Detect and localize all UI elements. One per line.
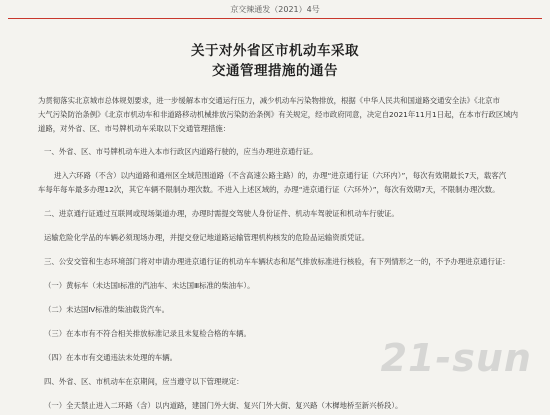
section-two-detail: 运输危险化学品的车辆必须现场办理，并提交登记地道路运输管理机构核发的危险品运输资质凭证。 bbox=[44, 233, 370, 242]
section-two: 二、进京通行证通过互联网或现场渠道办理，办理时需提交驾驶人身份证件、机动车驾驶证和机动车行驶证。 bbox=[44, 209, 399, 218]
paragraph-intro-line-1: 为贯彻落实北京城市总体规划要求，进一步缓解本市交通运行压力，减少机动车污染物排放，根据《中华人民共和国道路交通安全法》《北京市 bbox=[38, 96, 500, 105]
document-title-line-1: 关于对外省区市机动车采取 bbox=[191, 43, 359, 59]
section-four-item-1: （一）全天禁止进入二环路（含）以内道路，建国门外大街、复兴门外大街、复兴路（木樨地桥至新兴桥段）。 bbox=[44, 401, 403, 410]
document-title-line-2: 交通管理措施的通告 bbox=[212, 63, 338, 79]
section-four: 四、外省、区、市机动车在京期间，应当遵守以下管理规定： bbox=[44, 377, 244, 386]
paragraph-intro-line-3: 道路，对外省、区、市号牌机动车采取以下交通管理措施： bbox=[38, 124, 231, 133]
section-one-detail-line-2: 车每年每车最多办理12次，其它车辆不限制办理次数。不进入上述区域的，办理“进京通行证（六环外）”，每次有效期7天，不限制办理次数。 bbox=[38, 185, 500, 194]
section-three-item-2: （二）未达国Ⅳ标准的柴油载货汽车。 bbox=[44, 305, 170, 314]
section-three-item-1: （一）黄标车（未达国Ⅰ标准的汽油车、未达国Ⅲ标准的柴油车）。 bbox=[44, 281, 255, 290]
section-three-item-4: （四）在本市有交通违法未处理的车辆。 bbox=[44, 353, 178, 362]
section-three-item-3: （三）在本市有不符合相关排放标准记录且未复检合格的车辆。 bbox=[44, 329, 251, 338]
section-one: 一、外省、区、市号牌机动车进入本市行政区内道路行驶的，应当办理进京通行证。 bbox=[44, 147, 318, 156]
paragraph-intro-line-2: 大气污染防治条例》《北京市机动车和非道路移动机械排放污染防治条例》有关规定，经市政府同意，决定自2021年11月1日起，在本市行政区域内 bbox=[38, 110, 518, 119]
section-one-detail-line-1: 进入六环路（不含）以内道路和通州区全域范围道路（不含高速公路主路）的，办理“进京通行证（六环内）”，每次有效期最长7天，载客汽 bbox=[54, 171, 507, 180]
section-three: 三、公安交管和生态环境部门将对申请办理进京通行证的机动车车辆状态和尾气排放标准进行核验，有下列情形之一的，不予办理进京通行证： bbox=[44, 257, 510, 266]
document-number: 京交辣通发（2021）4号 bbox=[230, 5, 320, 14]
watermark-logo: 21-sun bbox=[380, 336, 532, 380]
red-divider-line bbox=[8, 18, 542, 19]
